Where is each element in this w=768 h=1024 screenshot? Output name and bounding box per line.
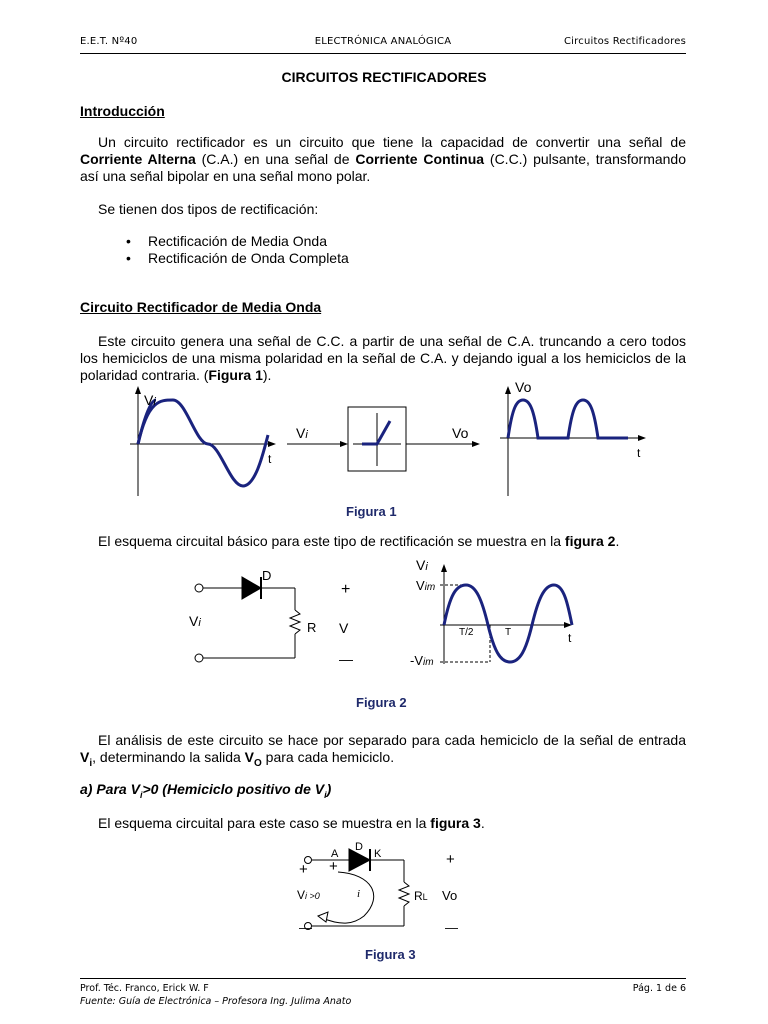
page-footer <box>80 978 686 1008</box>
t-label: t <box>268 452 272 466</box>
footer-author: Prof. Téc. Franco, Erick W. F <box>80 983 209 994</box>
header-topic: Circuitos Rectificadores <box>564 36 686 47</box>
figure-2-diagram <box>0 557 768 680</box>
t-half-label: T/2 <box>459 627 474 638</box>
half-wave-paragraph-1: Este circuito genera una señal de C.C. a partir de una señal de C.A. truncando a cero todos los hemiciclos de una misma polaridad en la señal de C.A. y dejando igual a los hemiciclos de la polaridad contraria. (Figura 1). <box>80 333 686 383</box>
rectified-wave <box>508 400 628 438</box>
half-wave-heading: Circuito Rectificador de Media Onda <box>80 299 322 315</box>
plus-sign: + <box>329 858 338 875</box>
minus-sign: — <box>339 651 353 667</box>
block-input-label: Vi <box>296 425 308 441</box>
output-minus: — <box>445 920 458 935</box>
rl-label: RL <box>414 889 428 903</box>
figure-3-diagram <box>0 838 768 948</box>
input-terminal <box>195 654 203 662</box>
v-label: V <box>339 620 349 636</box>
diode-label: D <box>355 841 363 853</box>
vi-label: Vi <box>144 392 156 408</box>
case-a-heading: a) Para $V_i>0$ (Hemiciclo positivo de $V_i$) <box>80 781 332 800</box>
page-number: Pág. 1 de 6 <box>632 983 686 994</box>
input-voltage-plot <box>440 564 572 664</box>
diode-label: D <box>262 568 272 583</box>
resistor-symbol <box>399 882 409 906</box>
list-item: • Rectificación de Onda Completa <box>126 250 349 267</box>
vi-label: Vi >0 <box>297 888 320 902</box>
diode-symbol <box>242 577 261 599</box>
page-header <box>80 36 686 54</box>
header-subject: ELECTRÓNICA ANALÓGICA <box>314 36 452 47</box>
resistor-symbol <box>290 610 300 634</box>
header-school: E.E.T. Nº40 <box>80 36 138 47</box>
list-item: • Rectificación de Media Onda <box>126 233 349 250</box>
sine-wave <box>444 585 572 662</box>
t-label: t <box>568 631 572 645</box>
intro-heading: Introducción <box>80 103 165 119</box>
vim-label: Vim <box>416 578 436 593</box>
half-wave-paragraph-2: El esquema circuital básico para este tipo de rectificación se muestra en la figura 2. <box>98 533 620 549</box>
plus-sign: + <box>299 861 308 878</box>
sine-wave <box>138 400 268 486</box>
plus-sign: + <box>341 581 351 598</box>
output-waveform-plot <box>500 386 646 496</box>
half-wave-circuit <box>195 577 300 662</box>
figure-2-caption: Figura 2 <box>356 695 407 710</box>
intro-paragraph-1: Un circuito rectificador es un circuito que tiene la capacidad de convertir una señal de Corriente Alterna (C.A.) en una señal de Corriente Continua (C.C.) pulsante, transformando así una señal bipolar en una señal mono polar. <box>80 134 686 184</box>
figure-1-caption: Figura 1 <box>346 504 397 519</box>
vo-label: Vo <box>515 379 532 395</box>
current-label: i <box>357 888 361 900</box>
document-title: CIRCUITOS RECTIFICADORES <box>281 69 487 85</box>
vi-plot-label: Vi <box>416 557 428 573</box>
figure-3-caption: Figura 3 <box>365 947 416 962</box>
half-wave-paragraph-3: El análisis de este circuito se hace por separado para cada hemiciclo de la señal de entrada $V_i$, determinando la salida $V_O$ para cada hemiciclo. <box>80 732 686 769</box>
cathode-label: K <box>374 848 382 860</box>
block-output-label: Vo <box>452 425 469 441</box>
neg-vim-label: -Vim <box>410 653 434 668</box>
output-plus: + <box>446 851 455 868</box>
anode-label: A <box>331 848 339 860</box>
vi-label: Vi <box>189 613 201 629</box>
current-loop-arrow <box>322 872 374 923</box>
intro-paragraph-2: Se tienen dos tipos de rectificación: <box>98 201 319 217</box>
t-label: t <box>637 446 641 460</box>
vo-label: Vo <box>442 888 458 903</box>
t-full-label: T <box>505 627 512 638</box>
resistor-label: R <box>307 620 317 635</box>
minus-sign: — <box>299 920 312 935</box>
footer-source: Fuente: Guía de Electrónica – Profesora Ing. Julima Anato <box>80 996 352 1007</box>
rectification-types-list <box>126 233 349 267</box>
half-wave-paragraph-4: El esquema circuital para este caso se muestra en la figura 3. <box>98 815 485 831</box>
input-terminal <box>195 584 203 592</box>
